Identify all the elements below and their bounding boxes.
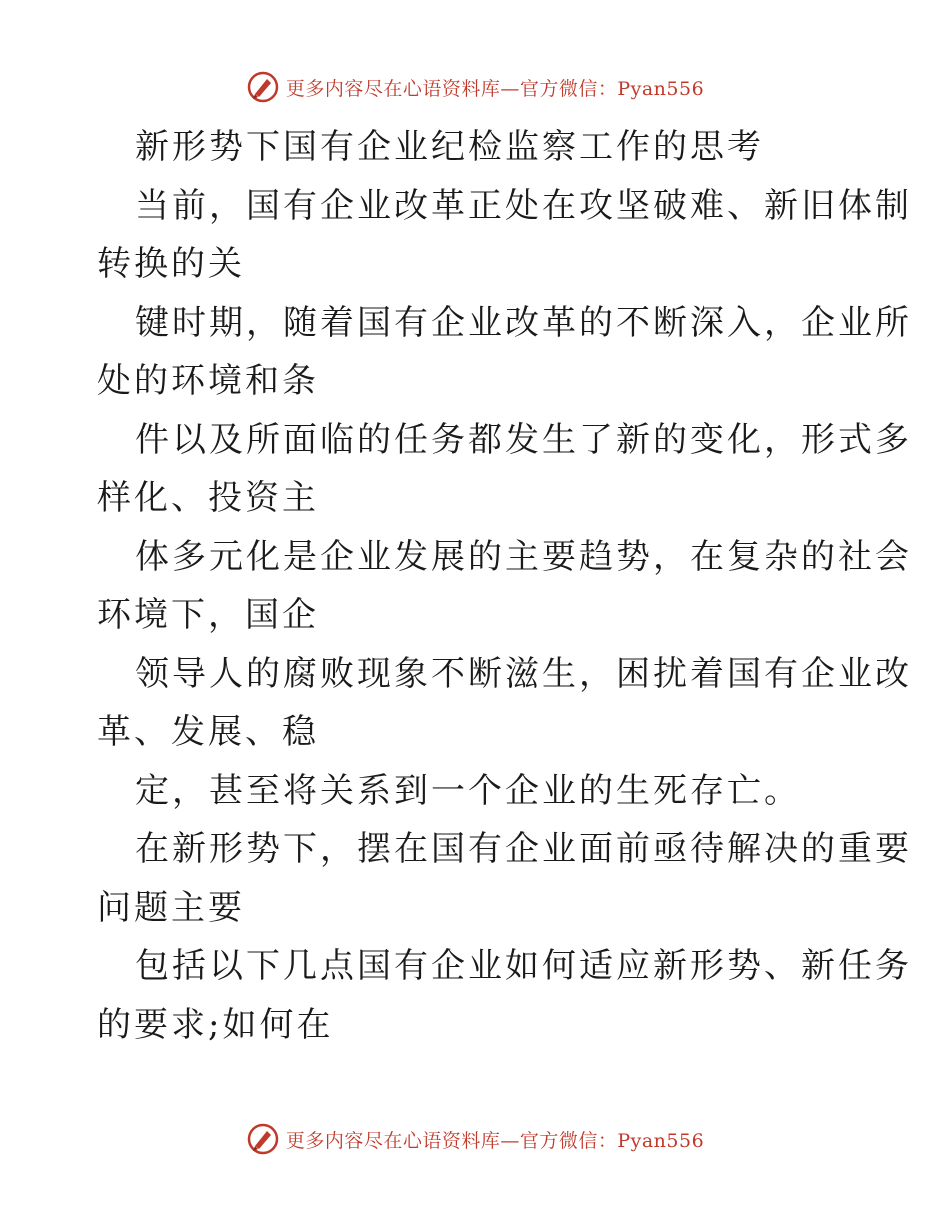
document-body [97,118,912,1054]
header-banner-text: 更多内容尽在心语资料库—官方微信：Pyan556 [285,77,705,100]
pen-logo-icon [246,1122,280,1156]
paragraph-line: 环境下，国企 [97,595,319,635]
paragraph-line: 问题主要 [97,887,245,928]
paragraph-line: 转换的关 [97,244,245,284]
paragraph-line: 处的环境和条 [97,361,319,401]
header-banner [0,70,950,104]
paragraph-line: 在新形势下，摆在国有企业面前亟待解决的重要 [135,829,912,869]
paragraph-line: 领导人的腐败现象不断滋生，困扰着国有企业改 [135,653,912,694]
paragraph-line: 件以及所面临的任务都发生了新的变化，形式多 [135,419,912,460]
paragraph-line: 当前，国有企业改革正处在攻坚破难、新旧体制 [135,185,912,226]
paragraph-line: 的要求;如何在 [97,1004,334,1045]
paragraph-line: 定，甚至将关系到一个企业的生死存亡。 [135,770,801,811]
pen-logo-icon [246,70,280,104]
paragraph-line: 键时期，随着国有企业改革的不断深入，企业所 [135,302,912,343]
paragraph-line: 革、发展、稳 [97,712,319,752]
document-title: 新形势下国有企业纪检监察工作的思考 [135,127,764,167]
footer-banner-text: 更多内容尽在心语资料库—官方微信：Pyan556 [285,1129,705,1152]
paragraph-line: 包括以下几点国有企业如何适应新形势、新任务 [135,946,912,986]
footer-banner [0,1122,950,1156]
paragraph-line: 体多元化是企业发展的主要趋势，在复杂的社会 [135,536,912,577]
paragraph-line: 样化、投资主 [97,478,319,518]
